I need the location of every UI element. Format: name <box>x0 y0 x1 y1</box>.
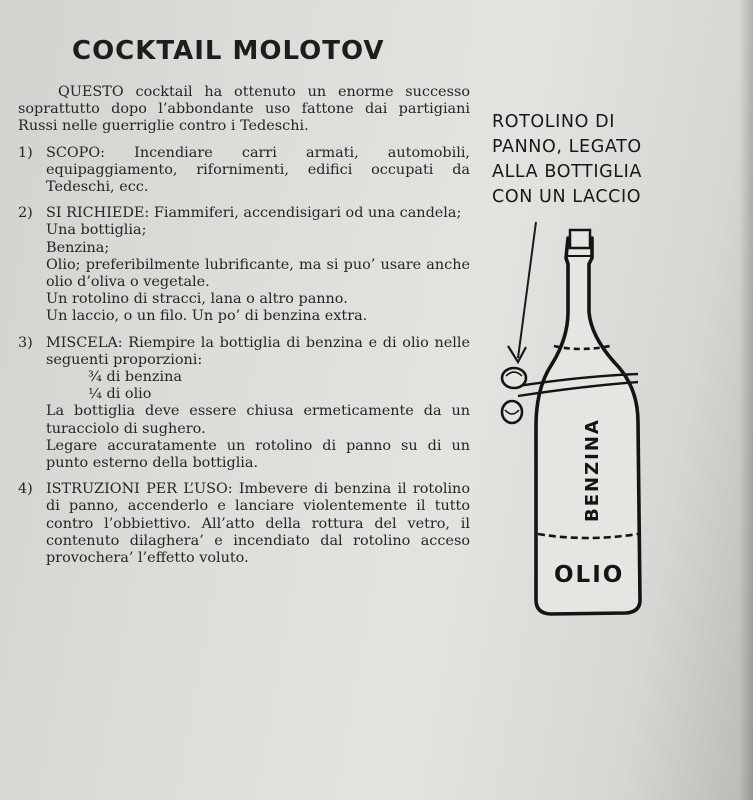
section-heading: SCOPO: <box>46 144 105 161</box>
bottle-cork <box>570 230 590 248</box>
section-text: Riempire la bottiglia di benzina e di olio nelle seguenti proporzioni: <box>46 334 470 368</box>
page-title: COCKTAIL MOLOTOV <box>72 36 385 66</box>
cloth-roll-knot <box>502 401 522 423</box>
caption-line: ALLA BOTTIGLIA <box>492 162 642 182</box>
intro-paragraph: QUESTO cocktail ha ottenuto un enorme successo soprattutto dopo l’abbondante uso fattone dai partigiani Russi nelle guerriglie contro i Tedeschi. <box>18 84 470 135</box>
cloth-roll <box>502 368 526 388</box>
bottle-illustration <box>488 200 668 620</box>
label-benzina: BENZINA <box>582 418 603 522</box>
caption-line: ROTOLINO DI <box>492 112 615 132</box>
requirement-line: Un laccio, o un filo. Un po’ di benzina extra. <box>46 308 368 325</box>
requirement-text: Fiammiferi, accendisigari od una candela; <box>153 205 462 222</box>
section-content <box>46 481 470 567</box>
illustration-caption <box>492 110 672 210</box>
section-text: Imbevere di benzina il rotolino di panno, accenderlo e lanciare violentemente il tutto contro l’obbiettivo. All’atto della rottura del vetro, il contenuto dilaghera’ e incendiato dal rotolino acceso provochera’ l’effetto voluto. <box>46 481 470 567</box>
section-number: 4) <box>18 481 33 498</box>
section-content <box>46 145 470 197</box>
page-edge-shadow <box>739 0 753 800</box>
section-paragraph <box>46 145 470 197</box>
section-number: 1) <box>18 144 33 161</box>
section-number: 2) <box>18 205 33 222</box>
section-istruzioni <box>18 481 470 567</box>
arrow-head-icon <box>508 346 526 362</box>
requirement-line: Benzina; <box>46 239 110 256</box>
section-paragraph <box>46 335 470 369</box>
section-content <box>46 205 470 325</box>
caption-line: CON UN LACCIO <box>492 187 642 207</box>
requirement-line: Una bottiglia; <box>46 222 147 239</box>
section-content <box>46 335 470 473</box>
proportion-benzina: ¾ di benzina <box>88 369 182 386</box>
requirement-line: Un rotolino di stracci, lana o altro panno. <box>46 291 348 308</box>
requirement-line <box>46 205 470 222</box>
section-heading: ISTRUZIONI PER L’USO: <box>46 481 233 498</box>
caption-line: PANNO, LEGATO <box>492 137 642 157</box>
section-miscela <box>18 335 470 473</box>
section-paragraph: La bottiglia deve essere chiusa ermeticamente da un turacciolo di sughero. <box>46 403 470 437</box>
section-number: 3) <box>18 334 33 351</box>
requirement-line: Olio; preferibilmente lubrificante, ma si puo’ usare anche olio d’oliva o vegetale. <box>46 256 470 291</box>
section-scopo <box>18 145 470 197</box>
section-heading: SI RICHIEDE: <box>46 205 150 222</box>
section-paragraph <box>46 481 470 567</box>
section-paragraph: Legare accuratamente un rotolino di panno su di un punto esterno della bottiglia. <box>46 437 470 472</box>
label-olio: OLIO <box>554 562 625 588</box>
document-body <box>18 84 470 576</box>
arrow-line <box>518 222 536 358</box>
section-heading: MISCELA: <box>46 334 123 351</box>
section-si-richiede <box>18 205 470 325</box>
section-text: Incendiare carri armati, automobili, equipaggiamento, rifornimenti, edifici occupati da Tedeschi, ecc. <box>46 144 471 196</box>
proportion-olio: ¼ di olio <box>88 386 152 403</box>
